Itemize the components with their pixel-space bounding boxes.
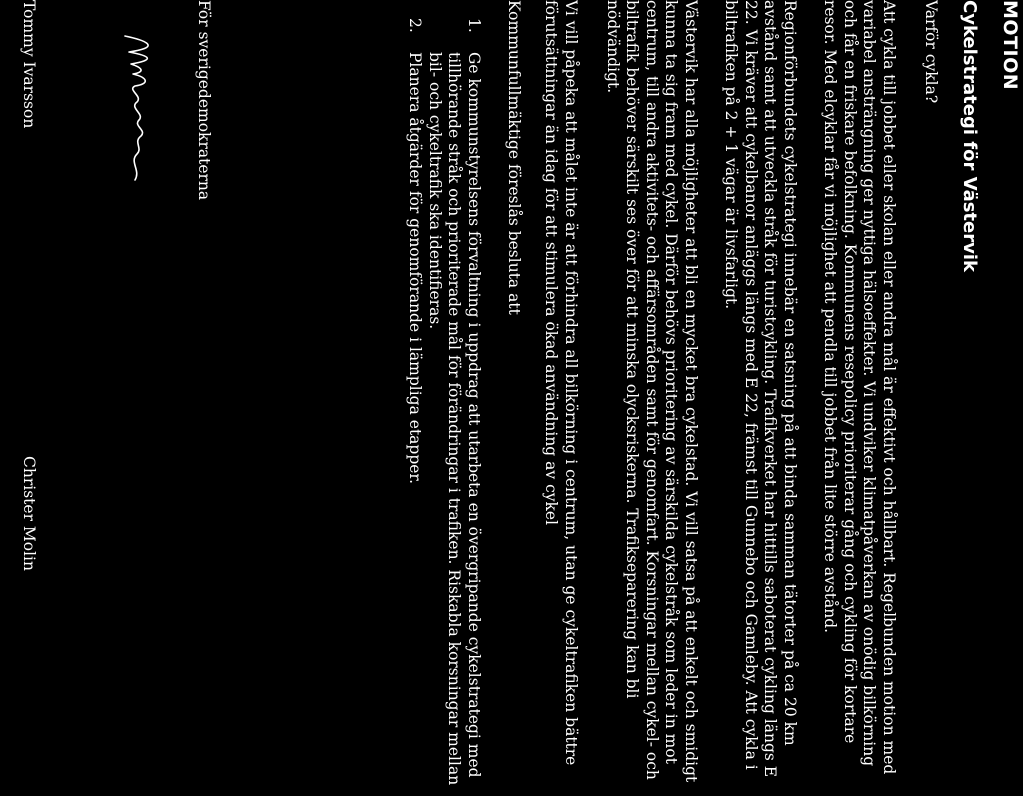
decision-intro: Kommunfullmäktige föreslås besluta att [505,0,523,315]
document-title: Cykelstrategi för Västervik [959,0,980,272]
decision-list [405,0,483,792]
paragraph: Vi vill påpeka att målet inte är att förhindra all bilkörning i centrum, utan ge cykeltrafiken bättre förutsättningar än idag för att stimulera ökad användning av cykel [542,0,580,766]
list-text: Ge kommunstyrelsens förvaltning i uppdrag att utarbeta en övergripande cykelstrategi med tillhörande stråk och prioriterade mål för förändringar i trafiken. Riskabla korsningar mellan bil- och cykeltrafik ska identifieras. [425,52,483,786]
subheading: Varför cykla? [922,0,940,104]
list-number: 1. [465,18,483,33]
list-item [424,0,483,792]
document-heading: MOTION [999,0,1021,91]
list-item [405,0,425,792]
signatory-name: Christer Molin [20,456,38,572]
paragraph: Västervik har alla möjligheter att bli en mycket bra cykelstad. Vi vill satsa på att enkelt och smidigt kunna ta sig fram med cykel. Därför behövs prioritering av särskilda cykelstråk som leder in mot centrum, till andra aktivitets- och affärsområden samt för genomfart. Korsningar mellan cykel- och biltrafik behöver särskilt ses över för att minska olycksriskerna. Trafikseparering kan bli nödvändigt. [603,0,700,783]
handwritten-signature [113,30,163,200]
list-text: Planera åtgärder för genomförande i lämpliga etapper. [406,52,425,485]
paragraph: Regionförbundets cykelstrategi innebär en satsning på att binda samman tätorter på ca 20 km avstånd samt att utveckla stråk för turistcykling. Trafikverket har hittills saboterat cykling längs E 22. Vi kräver att cykelbanor anläggs längs med E 22, främst till Gunnebo och Gamleby. Att cykla i biltrafiken på 2 + 1 vägar är livsfarligt. [722,0,799,778]
party-line: För sverigedemokraterna [195,0,213,201]
paragraph: Att cykla till jobbet eller skolan eller andra mål är effektivt och hållbart. Regelbunden motion med variabel ansträngning ger nyttiga hälsoeffekter. Vi undviker klimatpåverkan av onödig bilkörning och får en friskare befolkning. Kommunens resepolicy prioriterar gång och cykling för kortare resor. Med elcyklar får vi möjlighet att pendla till jobbet från lite större avstånd. [821,0,898,775]
list-number: 2. [406,18,425,33]
signatory-name: Tommy Ivarsson [20,0,38,129]
